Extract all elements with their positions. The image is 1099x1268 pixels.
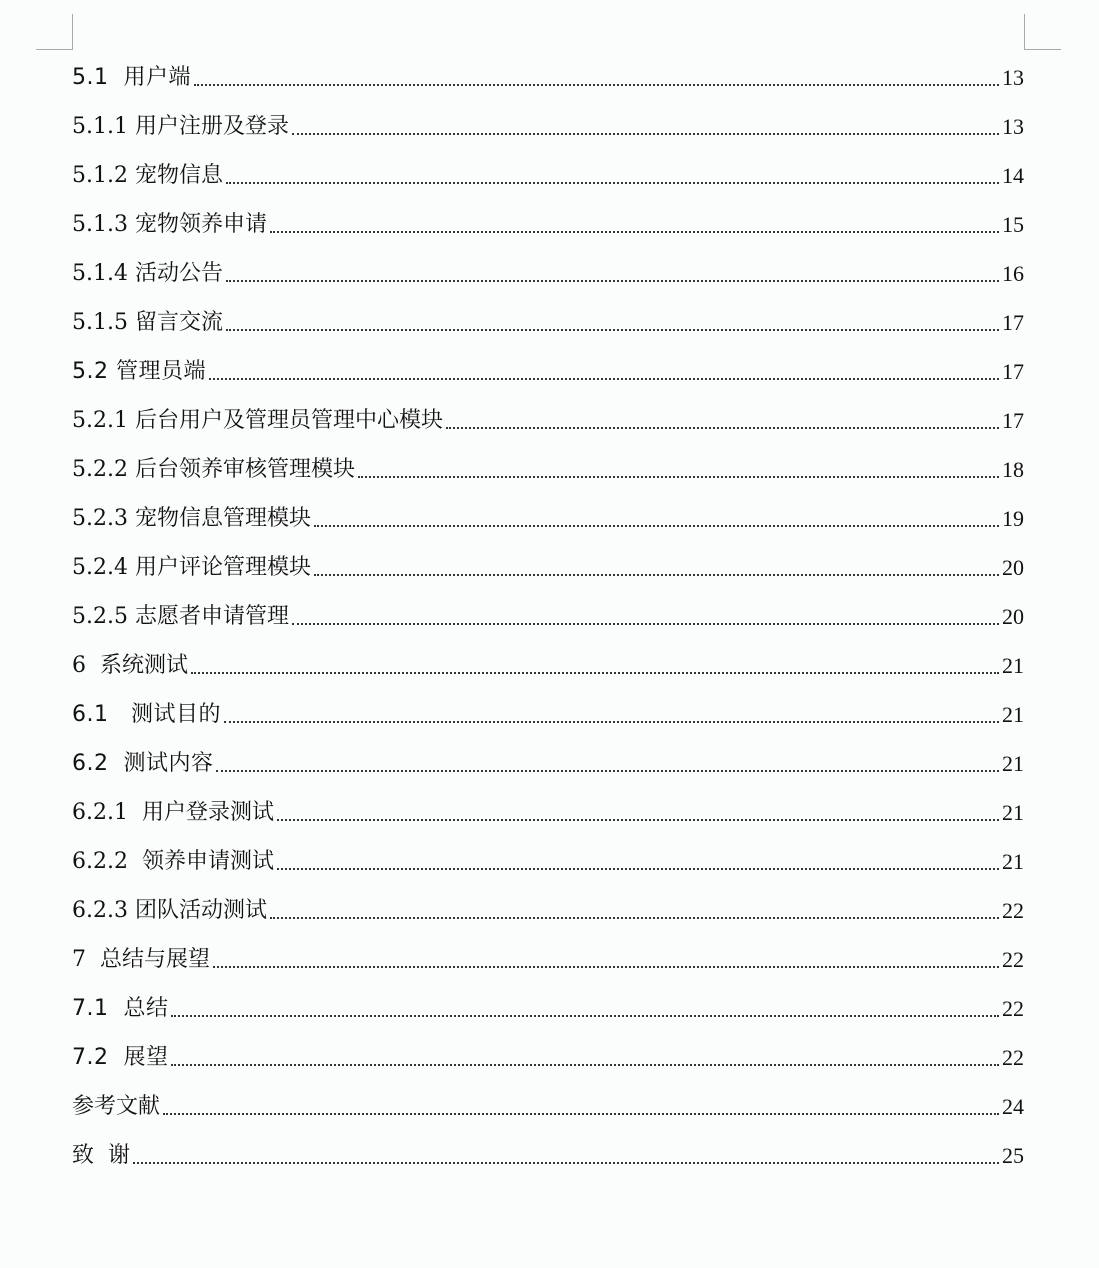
toc-entry[interactable] <box>72 1028 1024 1077</box>
toc-dot-leader <box>277 868 999 870</box>
toc-entry-title: 6.2 测试内容 <box>72 751 214 776</box>
toc-entry-page: 22 <box>1002 996 1024 1021</box>
toc-entry[interactable] <box>72 685 1024 734</box>
toc-entry[interactable] <box>72 1077 1024 1126</box>
toc-entry-page: 20 <box>1002 555 1024 580</box>
toc-dot-leader <box>314 525 999 527</box>
toc-dot-leader <box>191 672 999 674</box>
toc-entry[interactable] <box>72 489 1024 538</box>
toc-entry[interactable] <box>72 636 1024 685</box>
toc-dot-leader <box>171 1015 999 1017</box>
toc-dot-leader <box>224 721 999 723</box>
toc-dot-leader <box>213 966 999 968</box>
toc-entry-title: 5.1.1 用户注册及登录 <box>72 114 289 139</box>
toc-entry[interactable] <box>72 979 1024 1028</box>
toc-entry-page: 19 <box>1002 506 1024 531</box>
toc-dot-leader <box>270 917 999 919</box>
toc-entry-page: 21 <box>1002 702 1024 727</box>
toc-entry-title: 5.1.2 宠物信息 <box>72 163 223 188</box>
toc-entry[interactable] <box>72 48 1024 97</box>
toc-entry[interactable] <box>72 195 1024 244</box>
toc-entry-page: 22 <box>1002 1045 1024 1070</box>
toc-entry[interactable] <box>72 97 1024 146</box>
toc-entry[interactable] <box>72 783 1024 832</box>
toc-entry-title: 5.1.3 宠物领养申请 <box>72 212 267 237</box>
toc-entry[interactable] <box>72 538 1024 587</box>
toc-entry-page: 18 <box>1002 457 1024 482</box>
toc-entry[interactable] <box>72 293 1024 342</box>
toc-entry-title: 5.2.2 后台领养审核管理模块 <box>72 457 355 482</box>
page-corner-mark-top-right <box>1024 14 1061 50</box>
toc-dot-leader <box>226 329 999 331</box>
toc-entry-page: 21 <box>1002 800 1024 825</box>
toc-entry-title: 6 系统测试 <box>72 653 188 678</box>
toc-entry[interactable] <box>72 146 1024 195</box>
toc-entry-title: 参考文献 <box>72 1094 161 1119</box>
toc-entry-page: 13 <box>1002 114 1024 139</box>
toc-entry-page: 24 <box>1002 1094 1024 1119</box>
toc-entry-page: 22 <box>1002 898 1024 923</box>
toc-entry-title: 6.2.3 团队活动测试 <box>72 898 267 923</box>
toc-dot-leader <box>226 182 999 184</box>
toc-entry-page: 22 <box>1002 947 1024 972</box>
toc-entry[interactable] <box>72 734 1024 783</box>
toc-entry-page: 17 <box>1002 359 1024 384</box>
toc-entry-title: 5.2.3 宠物信息管理模块 <box>72 506 311 531</box>
toc-dot-leader <box>314 574 999 576</box>
toc-dot-leader <box>270 231 999 233</box>
table-of-contents <box>72 48 1024 1175</box>
toc-entry[interactable] <box>72 832 1024 881</box>
toc-entry-page: 20 <box>1002 604 1024 629</box>
toc-entry-page: 16 <box>1002 261 1024 286</box>
toc-dot-leader <box>292 623 999 625</box>
toc-dot-leader <box>171 1064 999 1066</box>
toc-entry-title: 5.2.4 用户评论管理模块 <box>72 555 311 580</box>
toc-entry-page: 17 <box>1002 310 1024 335</box>
toc-entry-title: 5.1.4 活动公告 <box>72 261 223 286</box>
toc-entry[interactable] <box>72 244 1024 293</box>
toc-entry-title: 6.2.2 领养申请测试 <box>72 849 274 874</box>
toc-entry-page: 14 <box>1002 163 1024 188</box>
toc-entry-page: 21 <box>1002 653 1024 678</box>
toc-entry[interactable] <box>72 587 1024 636</box>
toc-entry-title: 5.2.1 后台用户及管理员管理中心模块 <box>72 408 443 433</box>
toc-entry-page: 13 <box>1002 65 1024 90</box>
toc-entry-title: 5.2.5 志愿者申请管理 <box>72 604 289 629</box>
toc-entry-page: 21 <box>1002 751 1024 776</box>
toc-dot-leader <box>216 770 999 772</box>
toc-entry-title: 6.2.1 用户登录测试 <box>72 800 274 825</box>
toc-entry-title: 5.2 管理员端 <box>72 359 206 384</box>
page-corner-mark-top-left <box>36 14 73 50</box>
toc-entry[interactable] <box>72 1126 1024 1175</box>
toc-entry-title: 6.1 测试目的 <box>72 702 221 727</box>
toc-dot-leader <box>292 133 999 135</box>
toc-entry[interactable] <box>72 391 1024 440</box>
toc-entry-title: 7 总结与展望 <box>72 947 210 972</box>
toc-entry-page: 25 <box>1002 1143 1024 1168</box>
toc-entry-page: 17 <box>1002 408 1024 433</box>
toc-entry[interactable] <box>72 930 1024 979</box>
toc-entry-title: 7.2 展望 <box>72 1045 169 1070</box>
toc-entry-title: 7.1 总结 <box>72 996 169 1021</box>
toc-dot-leader <box>194 84 999 86</box>
toc-entry-title: 致 谢 <box>72 1143 130 1168</box>
toc-entry-page: 15 <box>1002 212 1024 237</box>
toc-entry[interactable] <box>72 342 1024 391</box>
toc-entry[interactable] <box>72 440 1024 489</box>
toc-dot-leader <box>277 819 999 821</box>
toc-dot-leader <box>133 1162 999 1164</box>
toc-dot-leader <box>358 476 999 478</box>
toc-entry-title: 5.1 用户端 <box>72 65 191 90</box>
toc-dot-leader <box>226 280 999 282</box>
toc-entry-page: 21 <box>1002 849 1024 874</box>
toc-entry-title: 5.1.5 留言交流 <box>72 310 223 335</box>
toc-dot-leader <box>446 427 999 429</box>
toc-dot-leader <box>163 1113 999 1115</box>
toc-entry[interactable] <box>72 881 1024 930</box>
toc-dot-leader <box>209 378 999 380</box>
